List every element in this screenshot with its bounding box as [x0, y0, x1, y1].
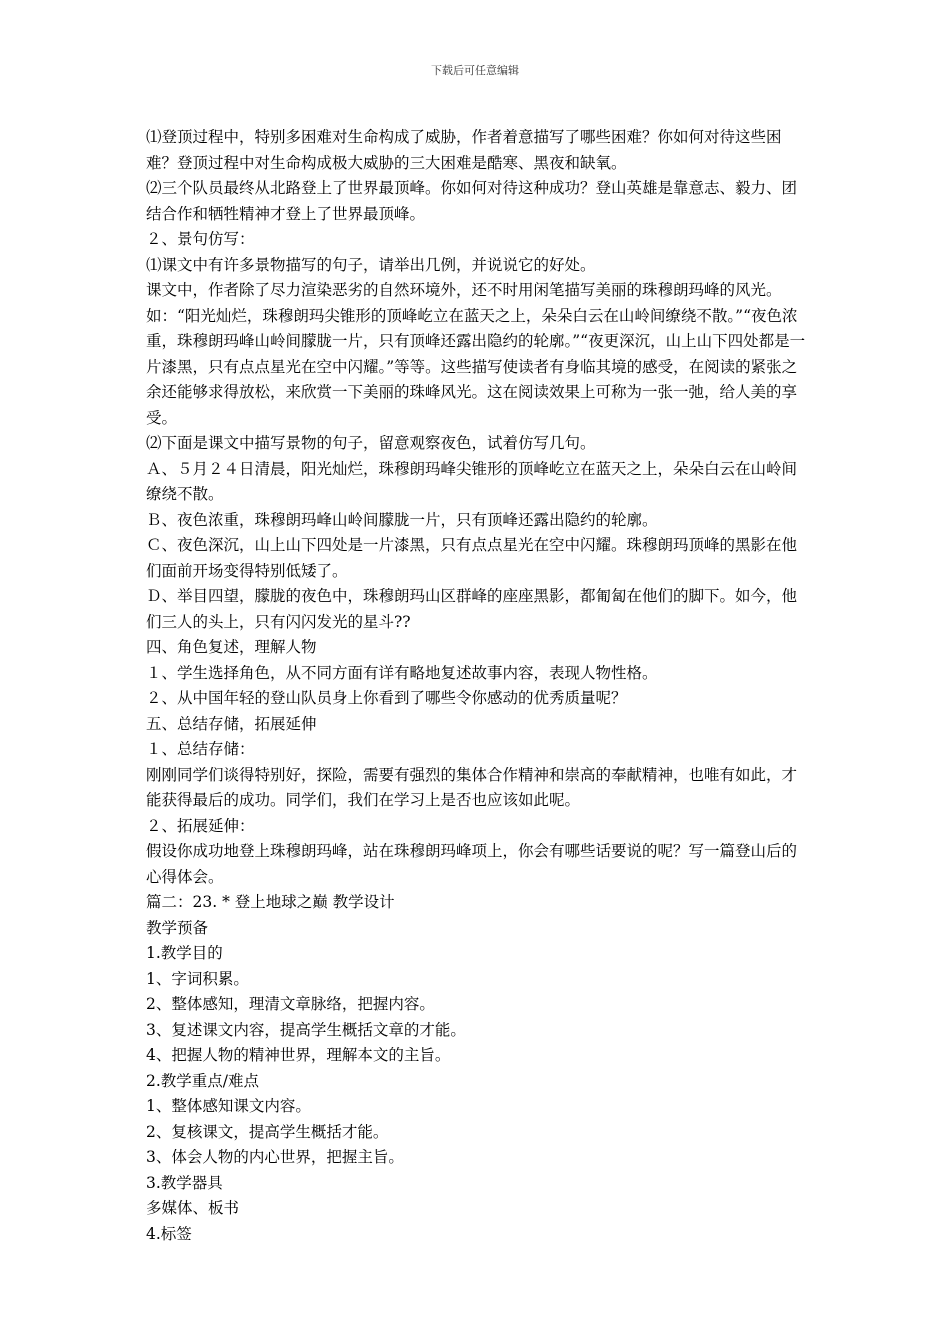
paragraph: ⑵三个队员最终从北路登上了世界最顶峰。你如何对待这种成功？登山英雄是靠意志、毅力、团结合作和牺牲精神才登上了世界最顶峰。: [146, 179, 798, 223]
list-item: 4、把握人物的精神世界，理解本文的主旨。: [146, 1046, 451, 1064]
section-heading: 四、角色复述，理解人物: [146, 638, 317, 656]
paragraph: 多媒体、板书: [146, 1199, 240, 1217]
paragraph: ⑴课文中有许多景物描写的句子，请举出几例，并说说它的好处。: [146, 255, 596, 274]
paragraph: 假设你成功地登上珠穆朗玛峰，站在珠穆朗玛峰项上，你会有哪些话要说的呢？写一篇登山后的心得体会。: [146, 842, 798, 886]
paragraph: Ｃ、夜色深沉，山上山下四处是一片漆黑，只有点点星光在空中闪耀。珠穆朗玛顶峰的黑影在他们面前开场变得特别低矮了。: [146, 536, 798, 580]
list-item: 3、复述课文内容，提高学生概括文章的才能。: [146, 1020, 466, 1039]
document-body: [146, 125, 808, 1247]
paragraph: 刚刚同学们谈得特别好，探险，需要有强烈的集体合作精神和崇高的奉献精神，也唯有如此，才能获得最后的成功。同学们，我们在学习上是否也应该如此呢。: [146, 765, 798, 809]
section-heading: 4.标签: [146, 1224, 192, 1243]
list-item: 1、字词积累。: [146, 969, 249, 988]
paragraph: ⑵下面是课文中描写景物的句子，留意观察夜色，试着仿写几句。: [146, 434, 596, 452]
article-title: 篇二：23. * 登上地球之巅 教学设计: [146, 893, 395, 911]
section-heading: 五、总结存储，拓展延伸: [146, 714, 317, 733]
paragraph: １、学生选择角色，从不同方面有详有略地复述故事内容，表现人物性格。: [146, 663, 658, 682]
section-heading: 2.教学重点/难点: [146, 1071, 260, 1090]
section-heading: 1.教学目的: [146, 944, 223, 962]
paragraph: ２、拓展延伸：: [146, 816, 255, 835]
paragraph: Ａ、５月２４日清晨，阳光灿烂，珠穆朗玛峰尖锥形的顶峰屹立在蓝天之上，朵朵白云在山岭间缭绕不散。: [146, 459, 798, 503]
paragraph: 课文中，作者除了尽力渲染恶劣的自然环境外，还不时用闲笔描写美丽的珠穆朗玛峰的风光。如：“阳光灿烂，珠穆朗玛尖锥形的顶峰屹立在蓝天之上，朵朵白云在山岭间缭绕不散。”“夜色浓重，珠穆朗玛峰山岭间朦胧一片，只有顶峰还露出隐约的轮廓。”“夜更深沉，山上山下四处都是一片漆黑，只有点点星光在空中闪耀。”等等。这些描写使读者有身临其境的感受，在阅读的紧张之余还能够求得放松，来欣赏一下美丽的珠峰风光。这在阅读效果上可称为一张一弛，给人美的享受。: [146, 281, 806, 427]
paragraph: １、总结存储：: [146, 740, 255, 758]
section-heading: 教学预备: [146, 918, 209, 937]
paragraph: ⑴登顶过程中，特别多困难对生命构成了威胁，作者着意描写了哪些困难？你如何对待这些困难？登顶过程中对生命构成极大威胁的三大困难是酷寒、黑夜和缺氧。: [146, 128, 782, 172]
paragraph: Ｄ、举目四望，朦胧的夜色中，珠穆朗玛山区群峰的座座黑影，都匍匐在他们的脚下。如今，他们三人的头上，只有闪闪发光的星斗??: [146, 587, 798, 631]
page-header: 下载后可任意编辑: [431, 64, 519, 77]
section-heading: 3.教学器具: [146, 1173, 223, 1192]
list-item: 2、复核课文，提高学生概括才能。: [146, 1122, 389, 1141]
list-item: 1、整体感知课文内容。: [146, 1097, 311, 1115]
paragraph: ２、从中国年轻的登山队员身上你看到了哪些令你感动的优秀质量呢？: [146, 689, 627, 707]
paragraph: Ｂ、夜色浓重，珠穆朗玛峰山岭间朦胧一片，只有顶峰还露出隐约的轮廓。: [146, 510, 658, 529]
paragraph: ２、景句仿写：: [146, 230, 255, 248]
list-item: 3、体会人物的内心世界，把握主旨。: [146, 1148, 404, 1166]
list-item: 2、整体感知，理清文章脉络，把握内容。: [146, 995, 435, 1013]
